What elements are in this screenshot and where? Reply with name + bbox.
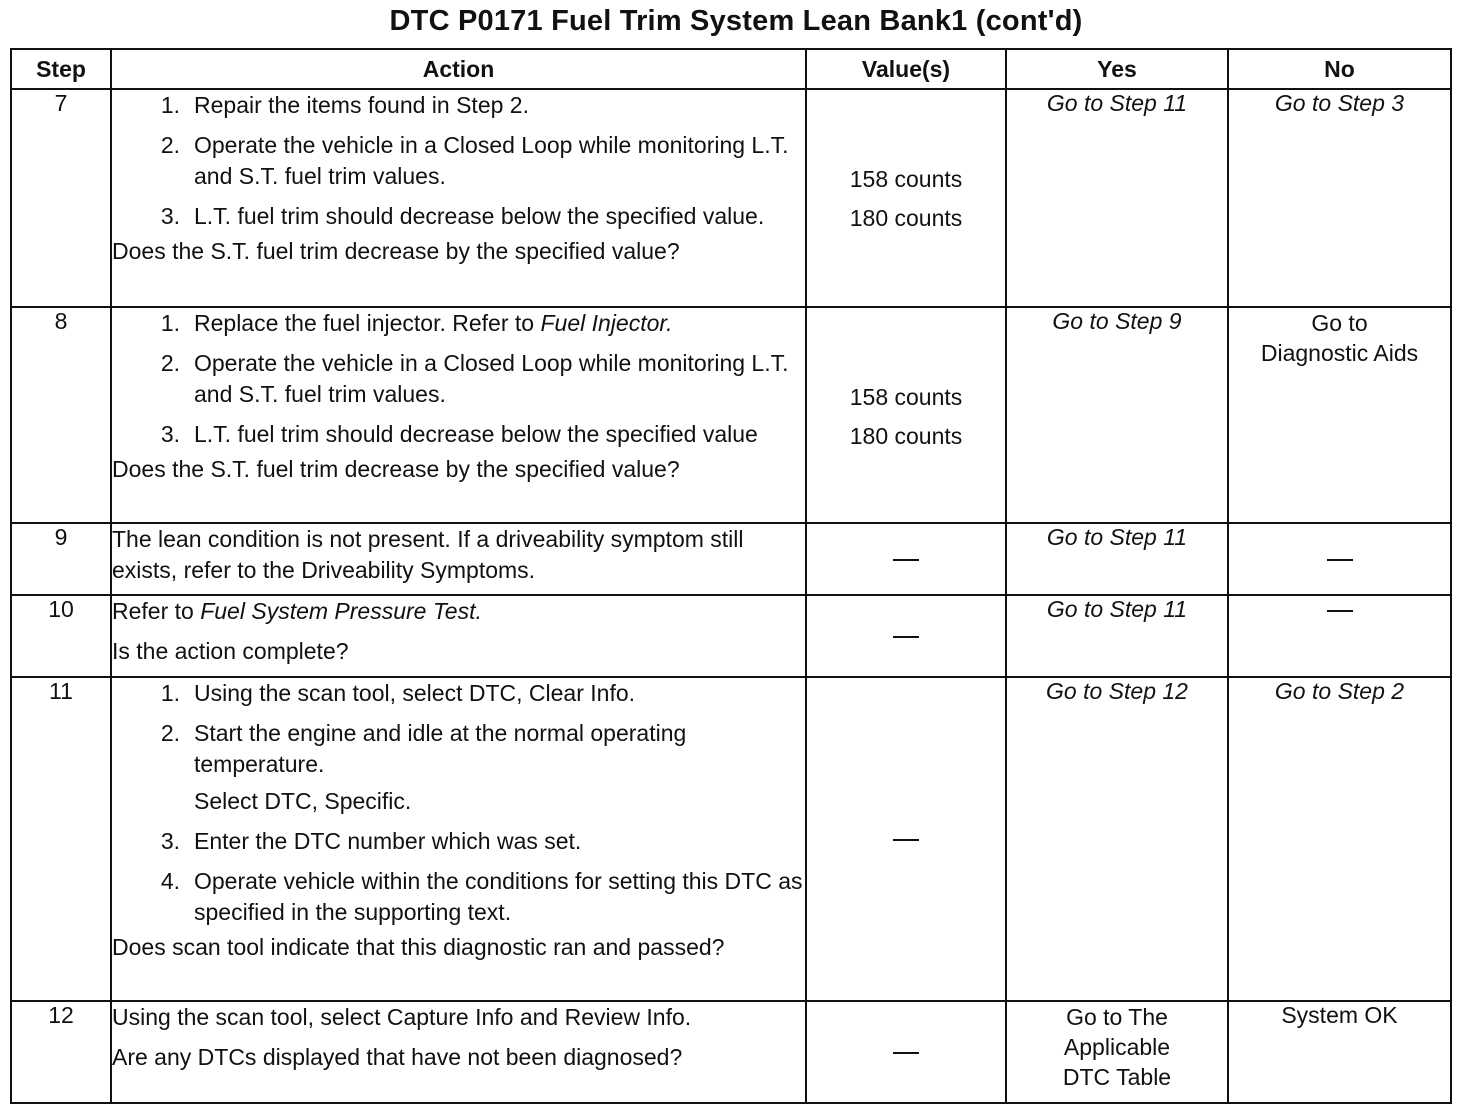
list-item: 1. Using the scan tool, select DTC, Clear Info.	[160, 680, 636, 706]
list-item: 4. Operate vehicle within the conditions for setting this DTC as specified in the supporting text.	[160, 868, 803, 925]
step-number: 11	[11, 677, 111, 1001]
header-yes: Yes	[1006, 49, 1228, 89]
table-row-step-9	[11, 523, 1451, 595]
step-number: 9	[11, 523, 111, 595]
value-item: 158 counts	[849, 166, 963, 192]
dash-mark	[893, 559, 919, 561]
values-cell	[806, 595, 1006, 677]
values-cell	[806, 89, 1006, 307]
diagnostic-table	[10, 48, 1452, 1104]
yes-cell: Go to Step 11	[1006, 595, 1228, 677]
dash-mark	[893, 1052, 919, 1054]
yes-cell: Go to Step 11	[1006, 89, 1228, 307]
dash-mark	[893, 839, 919, 841]
no-cell	[1228, 523, 1451, 595]
step-number: 7	[11, 89, 111, 307]
header-row	[11, 49, 1451, 89]
list-item: 2. Operate the vehicle in a Closed Loop while monitoring L.T. and S.T. fuel trim values.	[160, 132, 789, 189]
value-item: 158 counts	[849, 384, 963, 410]
no-cell: Go to Diagnostic Aids	[1228, 307, 1451, 523]
action-cell	[111, 523, 806, 595]
table-row-step-7	[11, 89, 1451, 307]
action-cell	[111, 307, 806, 523]
question-text: Does the S.T. fuel trim decrease by the specified value?	[112, 238, 680, 264]
header-no: No	[1228, 49, 1451, 89]
table-row-step-10	[11, 595, 1451, 677]
action-cell	[111, 677, 806, 1001]
action-cell	[111, 89, 806, 307]
no-cell: Go to Step 2	[1228, 677, 1451, 1001]
list-item: Select DTC, Specific.	[194, 788, 412, 814]
no-cell: Go to Step 3	[1228, 89, 1451, 307]
question-text: Are any DTCs displayed that have not been diagnosed?	[112, 1044, 683, 1070]
no-cell: System OK	[1228, 1001, 1451, 1103]
step-number: 8	[11, 307, 111, 523]
list-item: 3. L.T. fuel trim should decrease below the specified value.	[160, 203, 765, 229]
list-item: 2. Operate the vehicle in a Closed Loop while monitoring L.T. and S.T. fuel trim values.	[160, 350, 789, 407]
dash-mark	[893, 636, 919, 638]
question-text: Is the action complete?	[112, 638, 349, 664]
dash-mark	[1327, 610, 1353, 612]
dash-mark	[1327, 559, 1353, 561]
list-item: 3. Enter the DTC number which was set.	[160, 828, 582, 854]
value-item: 180 counts	[849, 423, 963, 449]
list-item: 1. Replace the fuel injector. Refer to Fuel Injector.	[160, 310, 673, 336]
action-text: Using the scan tool, select Capture Info and Review Info.	[112, 1004, 692, 1030]
yes-cell: Go to Step 12	[1006, 677, 1228, 1001]
action-cell	[111, 1001, 806, 1103]
yes-cell: Go to The Applicable DTC Table	[1006, 1001, 1228, 1103]
no-cell	[1228, 595, 1451, 677]
table-row-step-11	[11, 677, 1451, 1001]
value-item: 180 counts	[849, 205, 963, 231]
yes-cell: Go to Step 9	[1006, 307, 1228, 523]
header-action: Action	[111, 49, 806, 89]
action-text: Refer to Fuel System Pressure Test.	[112, 598, 482, 624]
action-text: The lean condition is not present. If a driveability symptom still exists, refer to the Driveability Symptoms.	[112, 526, 744, 583]
yes-cell: Go to Step 11	[1006, 523, 1228, 595]
values-cell	[806, 677, 1006, 1001]
question-text: Does scan tool indicate that this diagnostic ran and passed?	[112, 934, 725, 960]
question-text: Does the S.T. fuel trim decrease by the specified value?	[112, 456, 680, 482]
step-number: 10	[11, 595, 111, 677]
header-step: Step	[11, 49, 111, 89]
list-item: 1. Repair the items found in Step 2.	[160, 92, 529, 118]
table-row-step-8	[11, 307, 1451, 523]
values-cell	[806, 307, 1006, 523]
header-values: Value(s)	[806, 49, 1006, 89]
step-number: 12	[11, 1001, 111, 1103]
page-title: DTC P0171 Fuel Trim System Lean Bank1 (cont'd)	[389, 5, 1083, 37]
table-row-step-12	[11, 1001, 1451, 1103]
action-cell	[111, 595, 806, 677]
values-cell	[806, 1001, 1006, 1103]
list-item: 3. L.T. fuel trim should decrease below the specified value	[160, 421, 758, 447]
values-cell	[806, 523, 1006, 595]
list-item: 2. Start the engine and idle at the normal operating temperature.	[160, 720, 687, 777]
